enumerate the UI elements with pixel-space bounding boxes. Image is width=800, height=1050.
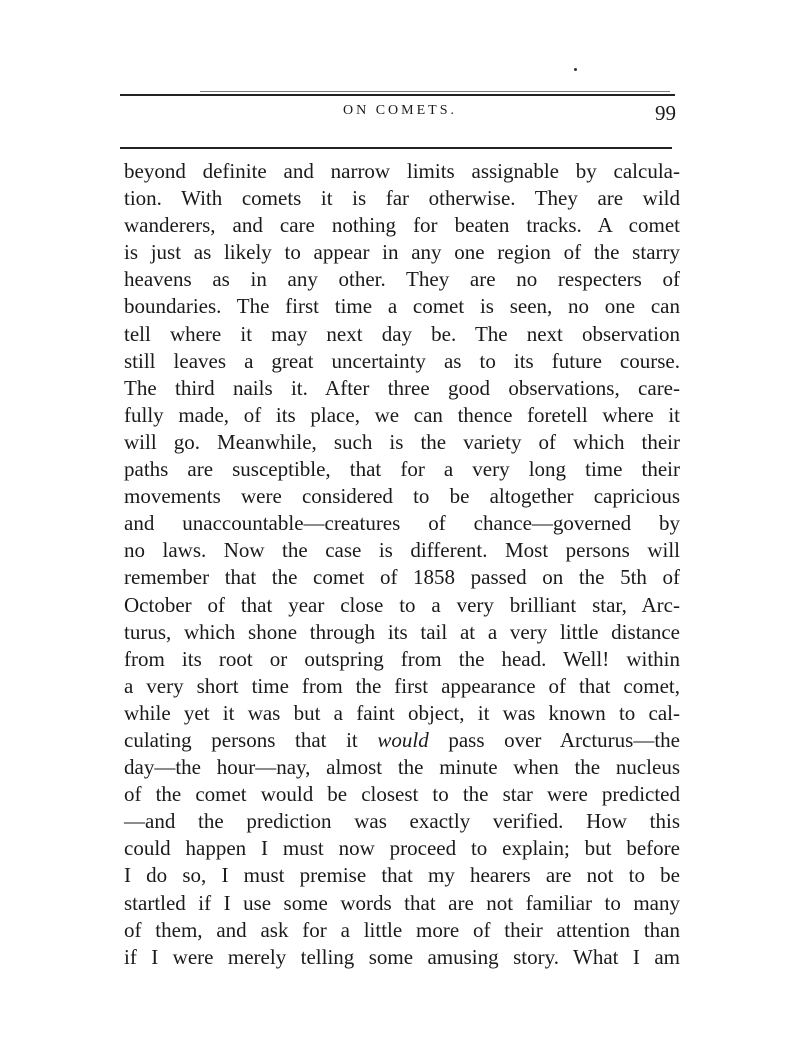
text-line: tion. With comets it is far otherwise. They are wild — [124, 186, 680, 211]
text-line: heavens as in any other. They are no respecters of — [124, 267, 680, 292]
text-line: movements were considered to be altogether capricious — [124, 484, 680, 509]
text-line: fully made, of its place, we can thence foretell where it — [124, 402, 680, 427]
text-line: a very short time from the first appearance of that comet, — [124, 673, 680, 698]
text-line: will go. Meanwhile, such is the variety of which their — [124, 429, 680, 454]
text-line: wanderers, and care nothing for beaten tracks. A comet — [124, 213, 680, 238]
running-title: ON COMETS. — [342, 103, 457, 118]
text-line: —and the prediction was exactly verified. How this — [124, 809, 680, 834]
text-segment: pass over Arcturus—the — [428, 727, 680, 752]
text-line: of them, and ask for a little more of their attention than — [124, 917, 680, 942]
text-segment: culating persons that it — [124, 727, 378, 752]
text-line: could happen I must now proceed to explain; but before — [124, 836, 680, 861]
text-line: turus, which shone through its tail at a very little distance — [124, 619, 680, 644]
body-text — [124, 158, 680, 971]
text-line: beyond definite and narrow limits assignable by calcula- — [124, 159, 680, 183]
page-speck — [574, 68, 577, 71]
text-line: while yet it was but a faint object, it was known to cal- — [124, 700, 680, 725]
text-line: The third nails it. After three good observations, care- — [124, 375, 680, 400]
running-head — [120, 103, 680, 133]
text-line: is just as likely to appear in any one region of the starry — [124, 240, 680, 265]
top-rule-secondary — [200, 91, 670, 92]
text-line: October of that year close to a very brilliant star, Arc- — [124, 592, 680, 617]
text-line: if I were merely telling some amusing story. What I am — [124, 944, 680, 969]
text-line: of the comet would be closest to the star were predicted — [124, 782, 680, 807]
text-line: no laws. Now the case is different. Most persons will — [124, 538, 680, 563]
top-rule — [120, 94, 675, 96]
text-line: I do so, I must premise that my hearers are not to be — [124, 863, 680, 888]
text-line: tell where it may next day be. The next observation — [124, 321, 680, 346]
text-line: remember that the comet of 1858 passed on the 5th of — [124, 565, 680, 590]
text-line: paths are susceptible, that for a very long time their — [124, 457, 680, 482]
text-line-with-emphasis — [124, 727, 680, 754]
page-number: 99 — [655, 101, 676, 125]
text-line: still leaves a great uncertainty as to its future course. — [124, 348, 680, 373]
text-line: from its root or outspring from the head. Well! within — [124, 646, 680, 671]
text-line: boundaries. The first time a comet is seen, no one can — [124, 294, 680, 319]
emphasized-word: would — [377, 727, 429, 752]
text-line: and unaccountable—creatures of chance—governed by — [124, 511, 680, 536]
header-rule — [120, 147, 672, 149]
text-line: startled if I use some words that are not familiar to many — [124, 890, 680, 915]
text-line: day—the hour—nay, almost the minute when the nucleus — [124, 755, 680, 780]
